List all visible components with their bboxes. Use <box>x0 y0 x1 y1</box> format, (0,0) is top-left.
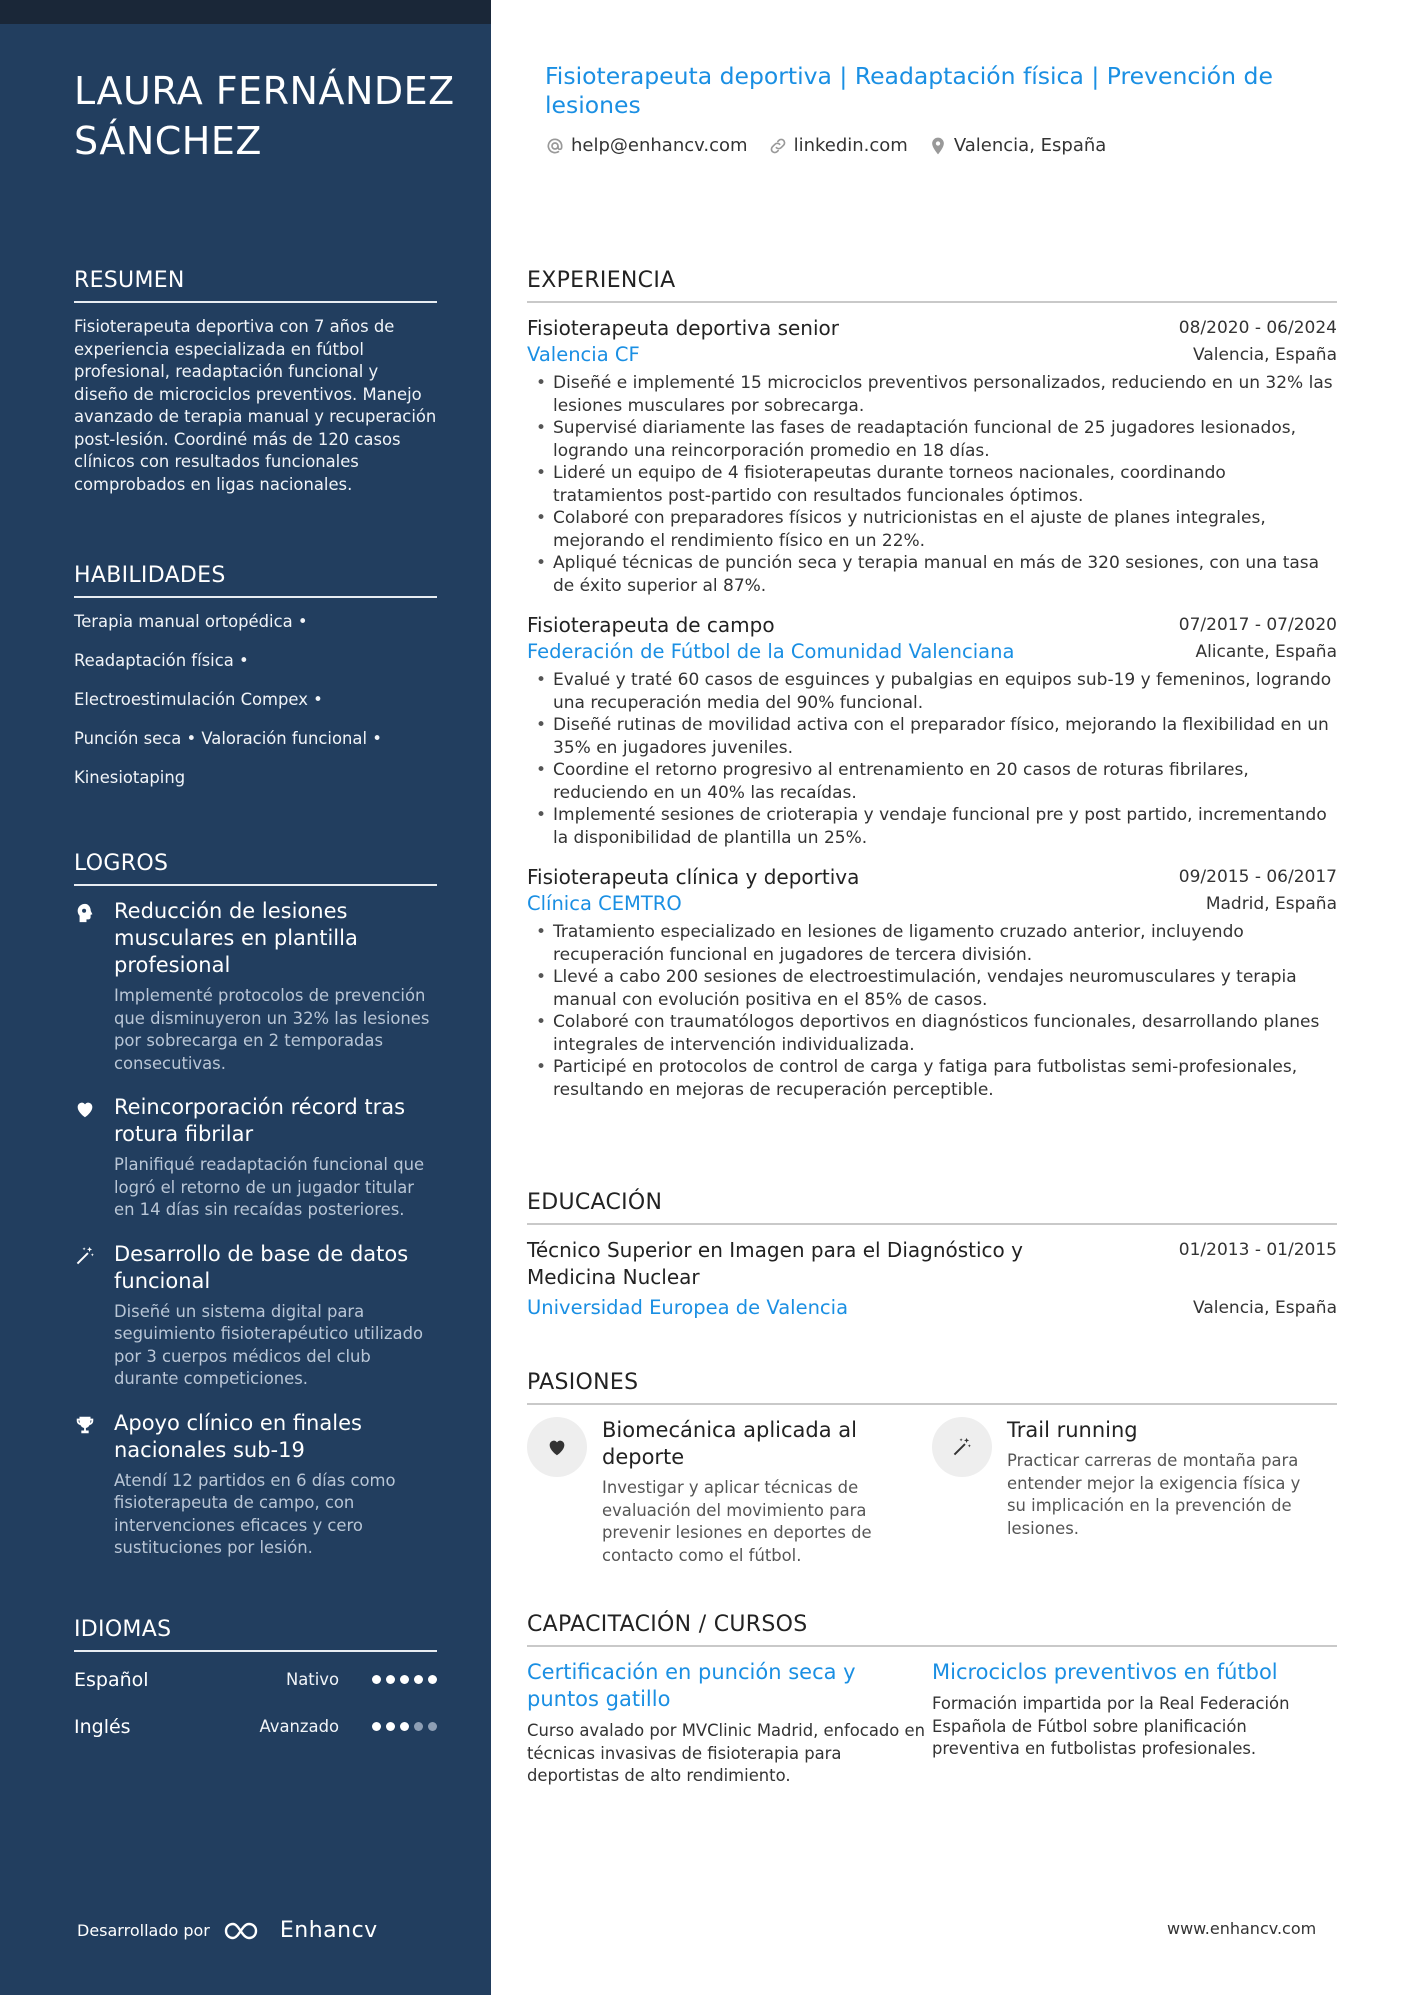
job-date: 07/2017 - 07/2020 <box>1178 615 1337 635</box>
rating-dot <box>400 1675 409 1684</box>
language-name: Inglés <box>74 1715 131 1738</box>
language-row <box>74 1703 437 1750</box>
location-pin-icon <box>928 136 948 156</box>
achievement-title: Apoyo clínico en finales nacionales sub-19 <box>114 1410 362 1462</box>
achievement-desc: Implementé protocolos de prevención que disminuyeron un 32% las lesiones por sobrecarga en 2 temporadas consecutivas. <box>114 986 430 1073</box>
job-bullet: • Colaboré con traumatólogos deportivos en diagnósticos funcionales, desarrollando planes integrales de intervención individualizada. <box>527 1011 1337 1056</box>
passion-item <box>527 1417 932 1567</box>
passion-title: Trail running <box>1007 1418 1138 1442</box>
job-location: Madrid, España <box>1205 894 1337 914</box>
job-bullets <box>527 669 1337 849</box>
contact-email[interactable] <box>545 135 748 156</box>
job-company[interactable]: Federación de Fútbol de la Comunidad Valenciana <box>527 640 1015 663</box>
job-entry <box>527 612 1337 849</box>
job-bullet: • Implementé sesiones de crioterapia y vendaje funcional pre y post partido, incrementando la disponibilidad de plantilla un 25%. <box>527 804 1337 849</box>
job-entry <box>527 864 1337 1101</box>
job-bullet: • Evalué y traté 60 casos de esguinces y pubalgias en equipos sub-19 y femeninos, logrando una recuperación media del 90% funcional. <box>527 669 1337 714</box>
education-school[interactable]: Universidad Europea de Valencia <box>527 1296 849 1319</box>
passion-item <box>932 1417 1337 1567</box>
enhancv-logo-icon <box>222 1919 270 1943</box>
achievements-section <box>74 851 437 1560</box>
rating-dot <box>372 1675 381 1684</box>
languages-title: IDIOMAS <box>74 1617 437 1652</box>
experience-section <box>527 268 1337 1101</box>
job-company[interactable]: Clínica CEMTRO <box>527 892 682 915</box>
passions-title: PASIONES <box>527 1370 1337 1405</box>
course-item <box>527 1659 932 1788</box>
courses-section <box>527 1612 1337 1788</box>
passion-desc: Investigar y aplicar técnicas de evaluación del movimiento para prevenir lesiones en deportes de contacto como el fútbol. <box>602 1478 872 1565</box>
heart-icon <box>527 1417 587 1477</box>
summary-section <box>74 268 437 496</box>
passion-title: Biomecánica aplicada al deporte <box>602 1418 857 1469</box>
contact-bar <box>545 135 1126 156</box>
courses-title: CAPACITACIÓN / CURSOS <box>527 1612 1337 1647</box>
job-location: Valencia, España <box>1193 345 1337 365</box>
link-icon <box>768 136 788 156</box>
skills-list <box>74 610 437 805</box>
skill-row: Electroestimulación Compex • <box>74 690 323 709</box>
skill-row: Readaptación física • <box>74 651 249 670</box>
job-bullet: • Participé en protocolos de control de carga y fatiga para futbolistas semi-profesionales, resultando en mejoras de recuperación perceptible. <box>527 1056 1337 1101</box>
job-bullet: • Supervisé diariamente las fases de readaptación funcional de 25 jugadores lesionados, logrando una reincorporación promedio en 18 días. <box>527 417 1337 462</box>
achievement-title: Desarrollo de base de datos funcional <box>114 1241 409 1293</box>
contact-linkedin[interactable] <box>768 135 908 156</box>
achievement-item <box>74 1410 437 1560</box>
job-date: 09/2015 - 06/2017 <box>1178 867 1337 887</box>
rating-dot <box>372 1722 381 1731</box>
achievement-title: Reincorporación récord tras rotura fibrilar <box>114 1095 406 1146</box>
job-title: Fisioterapeuta deportiva senior <box>527 316 839 340</box>
sidebar <box>0 0 491 1995</box>
education-date: 01/2013 - 01/2015 <box>1178 1240 1337 1260</box>
job-title: Fisioterapeuta de campo <box>527 613 775 637</box>
rating-dot <box>414 1722 423 1731</box>
trophy-icon <box>74 1410 114 1560</box>
job-bullet: • Llevé a cabo 200 sesiones de electroestimulación, vendajes neuromusculares y terapia manual con evolución positiva en el 85% de casos. <box>527 966 1337 1011</box>
job-bullets <box>527 921 1337 1101</box>
skill-row: Punción seca • Valoración funcional • <box>74 729 382 748</box>
language-level: Nativo <box>285 1670 339 1689</box>
achievement-title: Reducción de lesiones musculares en plantilla profesional <box>114 899 358 977</box>
rating-dot <box>428 1675 437 1684</box>
achievement-desc: Diseñé un sistema digital para seguimiento fisioterapéutico utilizado por 3 cuerpos médicos del club durante competiciones. <box>114 1301 424 1388</box>
achievement-item <box>74 1241 437 1391</box>
summary-title: RESUMEN <box>74 268 437 303</box>
sidebar-top-bar <box>0 0 491 24</box>
powered-brand: Enhancv <box>279 1918 378 1943</box>
course-desc: Formación impartida por la Real Federación Española de Fútbol sobre planificación preventiva en futbolistas profesionales. <box>932 1694 1290 1758</box>
course-title: Certificación en punción seca y puntos gatillo <box>527 1660 856 1711</box>
course-desc: Curso avalado por MVClinic Madrid, enfocado en técnicas invasivas de fisioterapia para deportistas de alto rendimiento. <box>527 1721 925 1785</box>
contact-email-text: help@enhancv.com <box>571 135 748 156</box>
language-rating <box>372 1675 437 1684</box>
achievements-title: LOGROS <box>74 851 437 886</box>
job-bullet: • Coordine el retorno progresivo al entrenamiento en 20 casos de roturas fibrilares, reduciendo en un 40% las recaídas. <box>527 759 1337 804</box>
headline: Fisioterapeuta deportiva | Readaptación física | Prevención de lesiones <box>545 62 1273 119</box>
job-bullet: • Colaboré con preparadores físicos y nutricionistas en el ajuste de planes integrales, mejorando el rendimiento físico en un 22%. <box>527 507 1337 552</box>
language-name: Español <box>74 1668 149 1691</box>
achievement-desc: Planifiqué readaptación funcional que logró el retorno de un jugador titular en 14 días sin recaídas posteriores. <box>114 1155 425 1219</box>
achievement-item <box>74 1094 437 1222</box>
languages-section <box>74 1617 437 1750</box>
skills-section <box>74 563 437 805</box>
education-degree: Técnico Superior en Imagen para el Diagnóstico y Medicina Nuclear <box>527 1238 1023 1289</box>
job-date: 08/2020 - 06/2024 <box>1178 318 1337 338</box>
website-link[interactable]: www.enhancv.com <box>1167 1919 1317 1938</box>
heart-icon <box>74 1094 114 1222</box>
course-item <box>932 1659 1337 1788</box>
powered-by <box>77 1918 378 1943</box>
language-rating <box>372 1722 437 1731</box>
job-entry <box>527 315 1337 597</box>
course-title: Microciclos preventivos en fútbol <box>932 1660 1278 1684</box>
powered-label: Desarrollado por <box>77 1921 210 1940</box>
job-bullet: • Diseñé rutinas de movilidad activa con el preparador físico, mejorando la flexibilidad en un 35% en jugadores juveniles. <box>527 714 1337 759</box>
experience-title: EXPERIENCIA <box>527 268 1337 303</box>
skill-row: Terapia manual ortopédica • <box>74 612 308 631</box>
education-location: Valencia, España <box>1193 1298 1337 1318</box>
language-row <box>74 1656 437 1703</box>
passions-section <box>527 1370 1337 1567</box>
contact-linkedin-text: linkedin.com <box>793 135 908 156</box>
achievement-desc: Atendí 12 partidos en 6 días como fisioterapeuta de campo, con intervenciones eficaces y cero sustituciones por lesión. <box>114 1470 396 1557</box>
contact-location-text: Valencia, España <box>953 135 1107 156</box>
candidate-name: LAURA FERNÁNDEZ SÁNCHEZ <box>74 69 455 163</box>
skill-row: Kinesiotaping <box>74 768 186 787</box>
contact-location <box>928 135 1106 156</box>
rating-dot <box>386 1675 395 1684</box>
job-bullet: • Lideré un equipo de 4 fisioterapeutas durante torneos nacionales, coordinando tratamientos post-partido con resultados funcionales óptimos. <box>527 462 1337 507</box>
rating-dot <box>428 1722 437 1731</box>
summary-text: Fisioterapeuta deportiva con 7 años de experiencia especializada en fútbol profesional, readaptación funcional y diseño de microciclos preventivos. Manejo avanzado de terapia manual y recuperación post-lesión. Coordiné más de 120 casos clínicos con resultados funcionales comprobados en ligas nacionales. <box>74 317 437 494</box>
job-company[interactable]: Valencia CF <box>527 343 640 366</box>
brain-head-icon <box>74 898 114 1075</box>
job-bullets <box>527 372 1337 597</box>
passion-desc: Practicar carreras de montaña para entender mejor la exigencia física y su implicación en la prevención de lesiones. <box>1007 1451 1301 1538</box>
language-level: Avanzado <box>259 1717 339 1736</box>
magic-wand-icon <box>74 1241 114 1391</box>
education-title: EDUCACIÓN <box>527 1190 1337 1225</box>
skills-title: HABILIDADES <box>74 563 437 598</box>
achievement-item <box>74 898 437 1075</box>
rating-dot <box>414 1675 423 1684</box>
job-title: Fisioterapeuta clínica y deportiva <box>527 865 860 889</box>
job-bullet: • Tratamiento especializado en lesiones de ligamento cruzado anterior, incluyendo recuperación funcional en jugadores de tercera división. <box>527 921 1337 966</box>
rating-dot <box>386 1722 395 1731</box>
job-location: Alicante, España <box>1195 642 1337 662</box>
rating-dot <box>400 1722 409 1731</box>
magic-wand-icon <box>932 1417 992 1477</box>
job-bullet: • Apliqué técnicas de punción seca y terapia manual en más de 320 sesiones, con una tasa de éxito superior al 87%. <box>527 552 1337 597</box>
education-section <box>527 1190 1337 1321</box>
job-bullet: • Diseñé e implementé 15 microciclos preventivos personalizados, reduciendo en un 32% las lesiones musculares por sobrecarga. <box>527 372 1337 417</box>
at-icon <box>545 136 565 156</box>
